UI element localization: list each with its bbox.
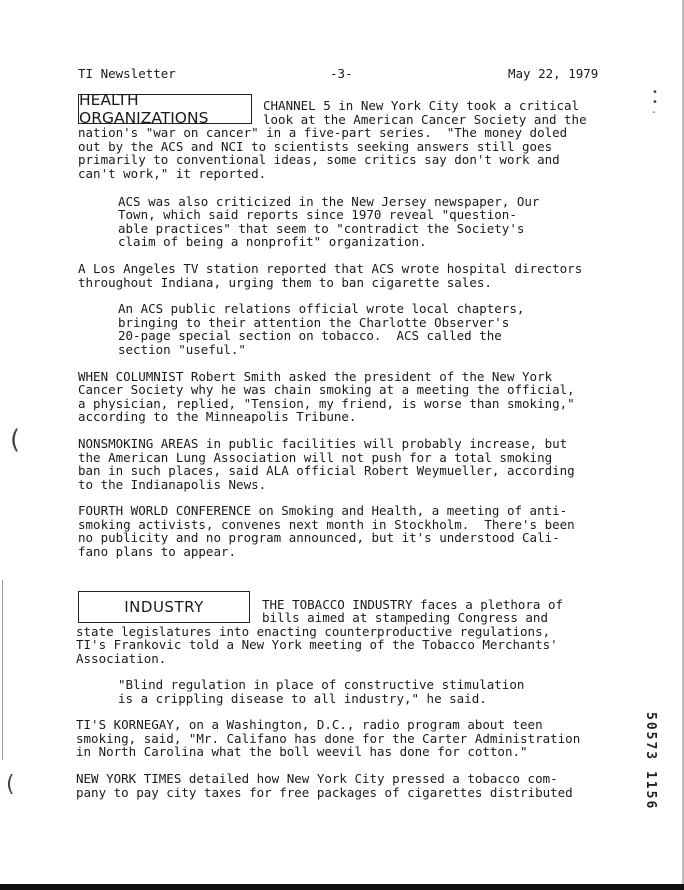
paragraph-line: look at the American Cancer Society and the — [263, 112, 587, 127]
paragraph-line: section "useful." — [118, 342, 246, 357]
paragraph-line: a physician, replied, "Tension, my friend, is worse than smoking," — [78, 396, 575, 411]
paragraph-line: can't work," it reported. — [78, 166, 267, 181]
paragraph-line: FOURTH WORLD CONFERENCE on Smoking and Health, a meeting of anti- — [78, 503, 568, 518]
header-date: May 22, 1979 — [508, 66, 599, 81]
scan-edge-left — [2, 580, 3, 760]
paragraph-line: state legislatures into enacting counterproductive regulations, — [76, 624, 551, 639]
paragraph-line: no publicity and no program announced, but it's understood Cali- — [78, 530, 560, 545]
paragraph-line: out by the ACS and NCI to scientists seeking answers still goes — [78, 139, 553, 154]
header-title: TI Newsletter — [78, 66, 176, 81]
paragraph-line: 20-page special section on tobacco. ACS called the — [118, 328, 502, 343]
paragraph-line: smoking, said, "Mr. Califano has done for the Carter Administration — [76, 731, 581, 746]
hole-punch-mark: ( — [6, 772, 15, 797]
paragraph-line: ban in such places, said ALA official Robert Weymueller, according — [78, 463, 575, 478]
paragraph-line: ACS was also criticized in the New Jersey newspaper, Our — [118, 194, 540, 209]
paragraph-line: the American Lung Association will not push for a total smoking — [78, 450, 553, 465]
page-number: -3- — [330, 66, 353, 81]
paragraph-line: NEW YORK TIMES detailed how New York City pressed a tobacco com- — [76, 771, 558, 786]
paragraph-line: An ACS public relations official wrote local chapters, — [118, 301, 525, 316]
paragraph-line: primarily to conventional ideas, some critics say don't work and — [78, 152, 560, 167]
paragraph-line: according to the Minneapolis Tribune. — [78, 409, 357, 424]
hole-punch-mark: ( — [10, 425, 21, 455]
paragraph-line: throughout Indiana, urging them to ban cigarette sales. — [78, 275, 492, 290]
paragraph-line: able practices" that seem to "contradict the Society's — [118, 221, 525, 236]
paragraph-line: NONSMOKING AREAS in public facilities will probably increase, but — [78, 436, 568, 451]
paragraph-line: pany to pay city taxes for free packages of cigarettes distributed — [76, 785, 573, 800]
bates-stamp: 50573 1156 — [643, 712, 658, 811]
section-label-health-organizations: HEALTH ORGANIZATIONS — [78, 94, 252, 124]
paragraph-line: smoking activists, convenes next month in Stockholm. There's been — [78, 517, 575, 532]
paragraph-line: nation's "war on cancer" in a five-part series. "The money doled — [78, 125, 568, 140]
paragraph-line: TI'S KORNEGAY, on a Washington, D.C., radio program about teen — [76, 717, 543, 732]
paragraph-line: CHANNEL 5 in New York City took a critical — [263, 98, 580, 113]
paragraph-line: bringing to their attention the Charlotte Observer's — [118, 315, 510, 330]
scan-edge-bottom — [0, 884, 684, 890]
paragraph-line: A Los Angeles TV station reported that ACS wrote hospital directors — [78, 261, 583, 276]
paragraph-line: fano plans to appear. — [78, 544, 237, 559]
quote-line: "Blind regulation in place of constructive stimulation — [118, 677, 525, 692]
paragraph-line: in North Carolina what the boll weevil has done for cotton." — [76, 744, 528, 759]
margin-mark: • • - — [652, 87, 658, 118]
section-label-industry: INDUSTRY — [78, 591, 250, 623]
paragraph-line: WHEN COLUMNIST Robert Smith asked the president of the New York — [78, 369, 553, 384]
paragraph-line: Cancer Society why he was chain smoking at a meeting the official, — [78, 382, 575, 397]
paragraph-line: to the Indianapolis News. — [78, 477, 267, 492]
paragraph-line: Association. — [76, 651, 167, 666]
paragraph-line: TI's Frankovic told a New York meeting of the Tobacco Merchants' — [76, 637, 558, 652]
paragraph-line: Town, which said reports since 1970 reveal "question- — [118, 207, 517, 222]
paragraph-line: claim of being a nonprofit" organization. — [118, 234, 427, 249]
paragraph-line: THE TOBACCO INDUSTRY faces a plethora of — [262, 597, 564, 612]
quote-line: is a crippling disease to all industry," he said. — [118, 691, 487, 706]
paragraph-line: bills aimed at stampeding Congress and — [262, 610, 548, 625]
